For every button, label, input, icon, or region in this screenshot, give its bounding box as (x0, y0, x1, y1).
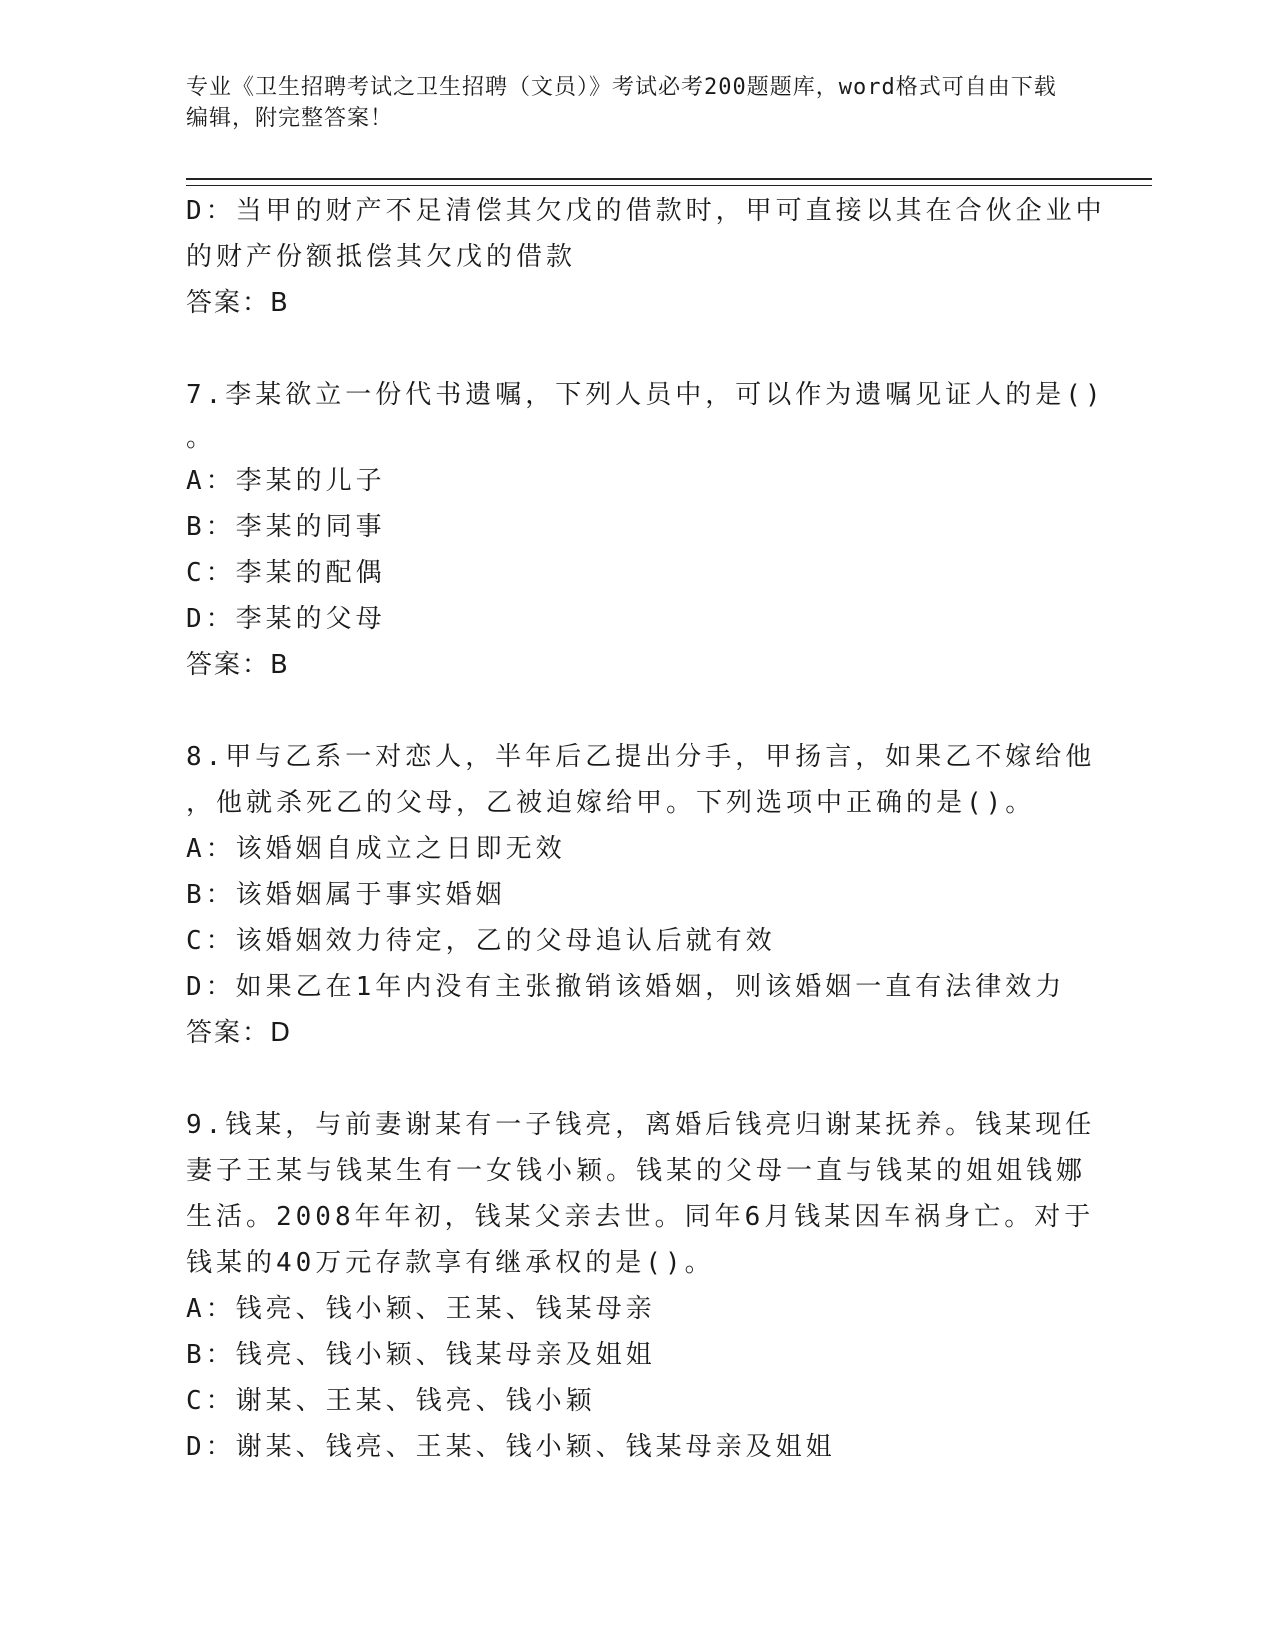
option-c: C：李某的配偶 (186, 558, 386, 588)
question-stem-line: 。 (186, 423, 217, 453)
option-c: C：谢某、王某、钱亮、钱小颖 (186, 1386, 596, 1416)
question-stem-line: 8.甲与乙系一对恋人，半年后乙提出分手，甲扬言，如果乙不嫁给他 (186, 742, 1096, 772)
spacer (186, 326, 1076, 372)
spacer (186, 1056, 1076, 1102)
answer-line: 答案：B (186, 650, 290, 680)
question-stem-line: 钱某的40万元存款享有继承权的是()。 (186, 1248, 715, 1278)
question-stem-line: 妻子王某与钱某生有一女钱小颖。钱某的父母一直与钱某的姐姐钱娜 (186, 1156, 1087, 1186)
option-c: C：该婚姻效力待定，乙的父母追认后就有效 (186, 926, 776, 956)
question-stem-line: 9.钱某，与前妻谢某有一子钱亮，离婚后钱亮归谢某抚养。钱某现任 (186, 1110, 1096, 1140)
answer-line: 答案：D (186, 1018, 293, 1048)
option-b: B：该婚姻属于事实婚姻 (186, 880, 506, 910)
spacer (186, 688, 1076, 734)
question-7 (186, 372, 1105, 688)
header-rule-thin (186, 185, 1152, 186)
page-header-title: 专业《卫生招聘考试之卫生招聘（文员）》考试必考200题题库，word格式可自由下载编辑，附完整答案！ (186, 75, 1057, 131)
document-body (186, 188, 1106, 1470)
option-d-line1: D：当甲的财产不足清偿其欠戊的借款时，甲可直接以其在合伙企业中 (186, 196, 1106, 226)
question-8 (186, 734, 1096, 1056)
option-a: A：李某的儿子 (186, 466, 386, 496)
option-d-line2: 的财产份额抵偿其欠戊的借款 (186, 242, 577, 272)
question-stem-line: 7.李某欲立一份代书遗嘱，下列人员中，可以作为遗嘱见证人的是() (186, 380, 1105, 410)
option-a: A：该婚姻自成立之日即无效 (186, 834, 566, 864)
question-9 (186, 1102, 1096, 1470)
option-b: B：钱亮、钱小颖、钱某母亲及姐姐 (186, 1340, 656, 1370)
option-a: A：钱亮、钱小颖、王某、钱某母亲 (186, 1294, 656, 1324)
option-d: D：李某的父母 (186, 604, 386, 634)
answer-line: 答案：B (186, 288, 290, 318)
option-d: D：谢某、钱亮、王某、钱小颖、钱某母亲及姐姐 (186, 1432, 836, 1462)
question-stem-line: 生活。2008年年初，钱某父亲去世。同年6月钱某因车祸身亡。对于 (186, 1202, 1095, 1232)
option-b: B：李某的同事 (186, 512, 386, 542)
header-rule-thick (186, 178, 1152, 180)
question-6-continued (186, 188, 1106, 326)
option-d: D：如果乙在1年内没有主张撤销该婚姻，则该婚姻一直有法律效力 (186, 972, 1066, 1002)
question-stem-line: ，他就杀死乙的父母，乙被迫嫁给甲。下列选项中正确的是()。 (186, 788, 1036, 818)
